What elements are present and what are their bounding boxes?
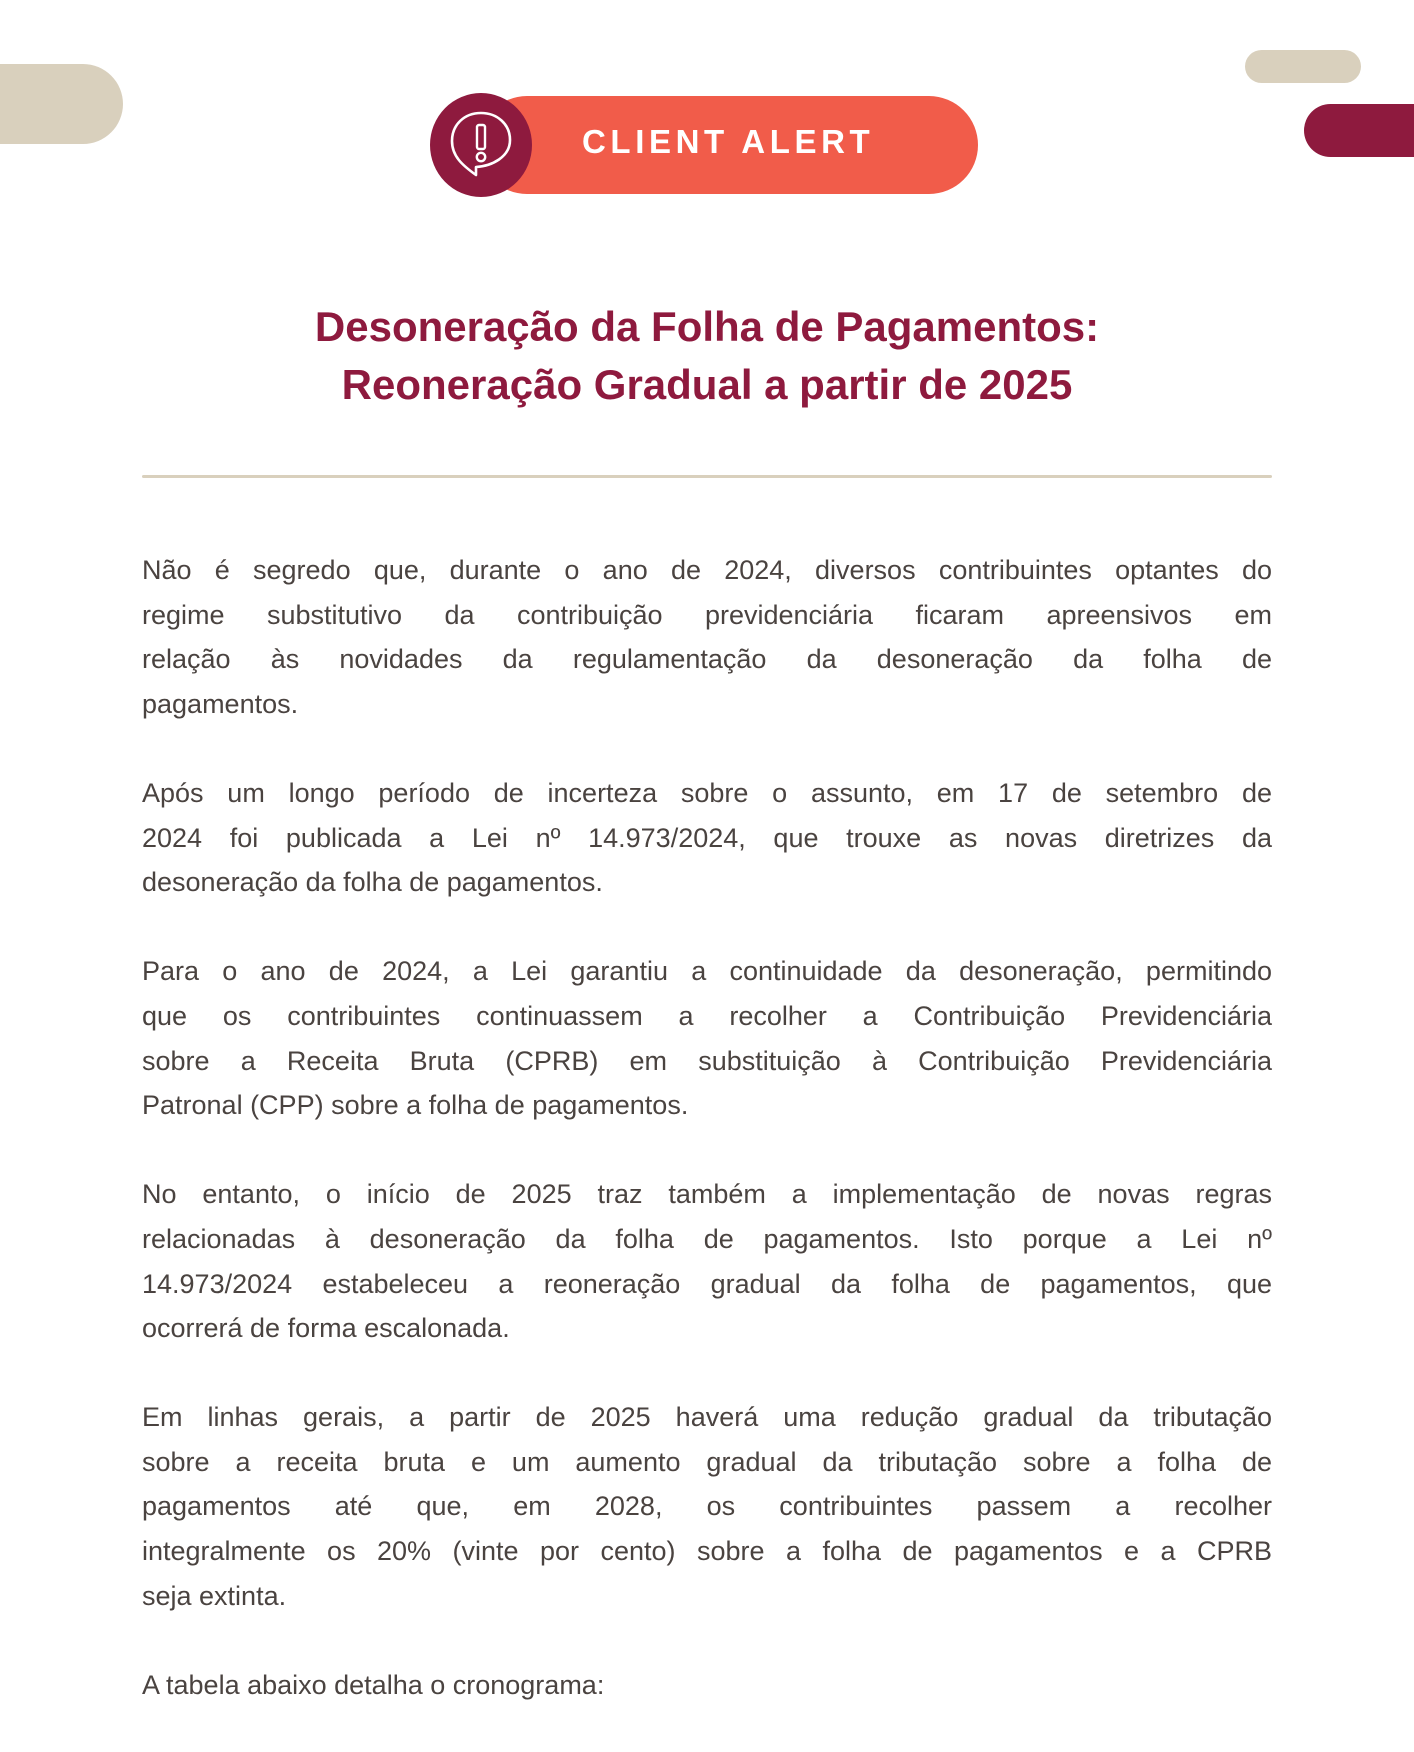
paragraph-line: ocorrerá de forma escalonada. (142, 1313, 510, 1344)
title-divider (142, 475, 1272, 478)
paragraph-line: desoneração da folha de pagamentos. (142, 867, 603, 898)
paragraph-line: 14.973/2024 estabeleceu a reoneração gradual da folha de pagamentos, que (142, 1268, 1272, 1299)
paragraph-line: sobre a receita bruta e um aumento gradual da tributação sobre a folha de (142, 1446, 1272, 1477)
paragraph-line: relação às novidades da regulamentação da desoneração da folha de (142, 644, 1272, 675)
alert-speech-bubble-icon (448, 109, 514, 181)
paragraph-line: A tabela abaixo detalha o cronograma: (142, 1669, 605, 1700)
paragraph-6 (142, 1663, 1272, 1708)
paragraph-line: Após um longo período de incerteza sobre o assunto, em 17 de setembro de (142, 777, 1272, 808)
paragraph-line: integralmente os 20% (vinte por cento) sobre a folha de pagamentos e a CPRB (142, 1536, 1272, 1567)
article-body (142, 548, 1272, 1752)
paragraph-line: relacionadas à desoneração da folha de pagamentos. Isto porque a Lei nº (142, 1223, 1272, 1254)
client-alert-badge (430, 96, 978, 194)
decorative-beige-pill-left (0, 64, 123, 144)
paragraph-line: 2024 foi publicada a Lei nº 14.973/2024, que trouxe as novas diretrizes da (142, 822, 1272, 853)
paragraph-line: Em linhas gerais, a partir de 2025 haverá uma redução gradual da tributação (142, 1402, 1272, 1433)
paragraph-line: seja extinta. (142, 1580, 287, 1611)
title-line-1: Desoneração da Folha de Pagamentos: (314, 303, 1100, 350)
page-title (142, 298, 1272, 414)
title-line-2: Reoneração Gradual a partir de 2025 (341, 361, 1073, 408)
paragraph-line: Para o ano de 2024, a Lei garantiu a continuidade da desoneração, permitindo (142, 956, 1272, 987)
decorative-beige-pill-right (1245, 50, 1361, 83)
paragraph-2 (142, 771, 1272, 905)
badge-icon-circle (430, 93, 532, 197)
paragraph-line: No entanto, o início de 2025 traz também a implementação de novas regras (142, 1179, 1272, 1210)
paragraph-5 (142, 1395, 1272, 1618)
paragraph-line: que os contribuintes continuassem a recolher a Contribuição Previdenciária (142, 1000, 1272, 1031)
paragraph-line: Não é segredo que, durante o ano de 2024, diversos contribuintes optantes do (142, 555, 1272, 585)
paragraph-1 (142, 548, 1272, 726)
decorative-maroon-pill-right (1304, 104, 1414, 157)
paragraph-3 (142, 949, 1272, 1127)
paragraph-4 (142, 1172, 1272, 1350)
paragraph-line: Patronal (CPP) sobre a folha de pagamentos. (142, 1090, 689, 1121)
badge-label: CLIENT ALERT (582, 123, 875, 160)
paragraph-line: pagamentos até que, em 2028, os contribuintes passem a recolher (142, 1491, 1272, 1522)
paragraph-line: regime substitutivo da contribuição previdenciária ficaram apreensivos em (142, 599, 1272, 630)
paragraph-line: pagamentos. (142, 688, 299, 719)
paragraph-line: sobre a Receita Bruta (CPRB) em substituição à Contribuição Previdenciária (142, 1045, 1272, 1076)
